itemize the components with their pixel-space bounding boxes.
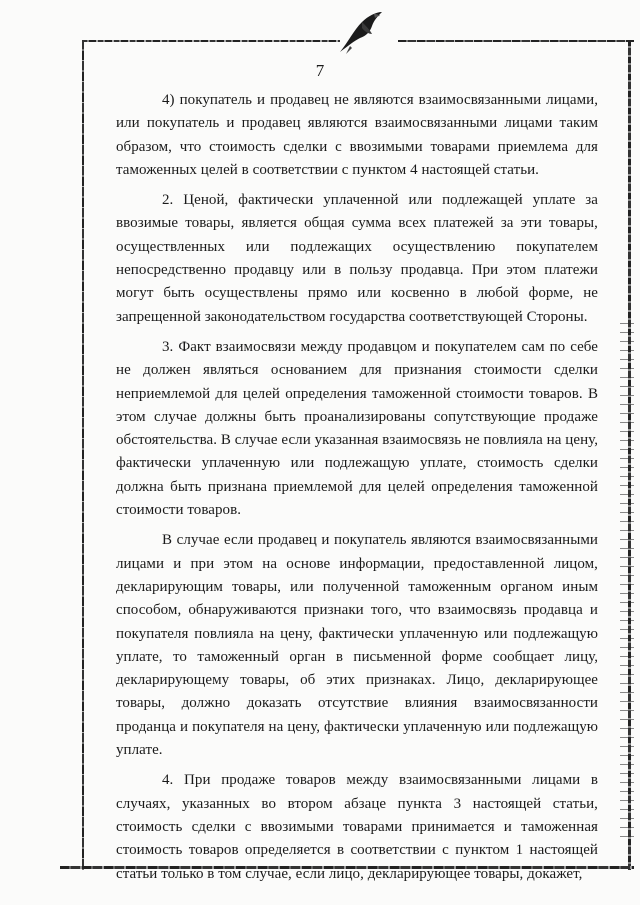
paragraph: В случае если продавец и покупатель являются взаимосвязанными лицами и при этом на основе информации, предоставленной лицом, декларирующим товары, или полученной таможенным органом иным способом, обнаруживаются признаки того, что взаимосвязь продавца и покупателя повлияла на цену, фактически уплаченную или подлежащую уплате, то таможенный орган в письменной форме сообщает лицу, декларирующему товары, об этих признаках. Лицо, декларирующее товары, должно доказать отсутствие влияния взаимосвязанности проданца и покупателя на цену, фактически уплаченную или подлежащую уплате. [116, 532, 598, 759]
bird-emblem-icon [336, 8, 386, 56]
document-body [116, 89, 598, 893]
scan-border-left [82, 40, 84, 870]
paragraph: 3. Факт взаимосвязи между продавцом и покупателем сам по себе не должен являться основанием для признания стоимости сделки неприемлемой для целей определения таможенной стоимости товаров. В этом случае должны быть проанализированы сопутствующие продаже обстоятельства. В случае если указанная взаимосвязь не повлияла на цену, фактически уплаченную или подлежащую уплате, стоимость сделки должна быть признана приемлемой для целей определения таможенной стоимости товаров. [116, 338, 598, 519]
page-number: 7 [315, 61, 325, 80]
scan-border-top-right [398, 40, 634, 42]
paragraph: 2. Ценой, фактически уплаченной или подлежащей уплате за ввозимые товары, является общая сумма всех платежей за эти товары, осуществленных или подлежащих осуществлению покупателем непосредственно продавцу или в пользу продавца. При этом платежи могут быть осуществлены прямо или косвенно в любой форме, не запрещенной законодательством государства соответствующей Стороны. [116, 192, 598, 325]
scan-border-top [82, 40, 340, 42]
scan-noise [620, 320, 634, 840]
paragraph: 4. При продаже товаров между взаимосвязанными лицами в случаях, указанных во втором абзаце пункта 3 настоящей статьи, стоимость сделки с ввозимыми товарами принимается и таможенная стоимость товаров определяется в соответствии с пунктом 1 настоящей статьи только в том случае, если лицо, декларирующее товары, докажет, [116, 772, 598, 882]
paragraph: 4) покупатель и продавец не являются взаимосвязанными лицами, или покупатель и продавец являются взаимосвязанными лицами таким образом, что стоимость сделки с ввозимыми товарами приемлема для таможенных целей в соответствии с пунктом 4 настоящей статьи. [116, 92, 598, 178]
